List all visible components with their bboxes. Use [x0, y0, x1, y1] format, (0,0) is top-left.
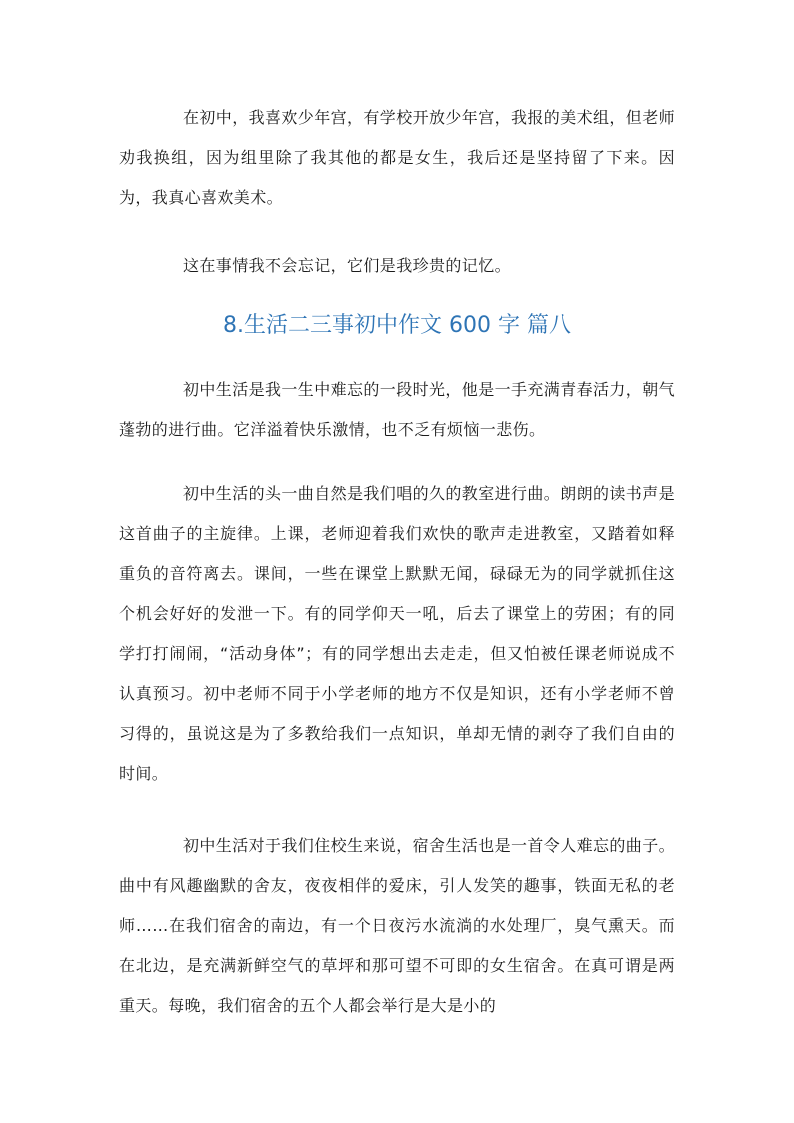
paragraph-intro: 初中生活是我一生中难忘的一段时光，他是一手充满青春活力，朝气蓬勃的进行曲。它洋溢着快乐激情，也不乏有烦恼一悲伤。: [119, 380, 676, 439]
paragraph-dormitory: 初中生活对于我们住校生来说，宿舍生活也是一首令人难忘的曲子。曲中有风趣幽默的舍友，夜夜相伴的爱床，引人发笑的趣事，铁面无私的老师……在我们宿舍的南边，有一个日夜污水流淌的水处理厂，臭气熏天。而在北边，是充满新鲜空气的草坪和那可望不可即的女生宿舍。在真可谓是两重天。每晚，我们宿舍的五个人都会举行是大是小的: [119, 836, 676, 1015]
paragraph-art-group: 在初中，我喜欢少年宫，有学校开放少年宫，我报的美术组，但老师劝我换组，因为组里除了我其他的都是女生，我后还是坚持留了下来。因为，我真心喜欢美术。: [119, 108, 676, 207]
paragraph-classroom: 初中生活的头一曲自然是我们唱的久的教室进行曲。朗朗的读书声是这首曲子的主旋律。上课，老师迎着我们欢快的歌声走进教室，又踏着如释重负的音符离去。课间，一些在课堂上默默无闻，碌碌无为的同学就抓住这个机会好好的发泄一下。有的同学仰天一吼，后去了课堂上的劳困；有的同学打打闹闹，“活动身体”；有的同学想出去走走，但又怕被任课老师说成不认真预习。初中老师不同于小学老师的地方不仅是知识，还有小学老师不曾习得的，虽说这是为了多教给我们一点知识，单却无情的剥夺了我们自由的时间。: [119, 484, 676, 783]
paragraph-memory: 这在事情我不会忘记，它们是我珍贵的记忆。: [183, 256, 512, 275]
section-heading: 8.生活二三事初中作文 600 字 篇八: [223, 313, 571, 338]
